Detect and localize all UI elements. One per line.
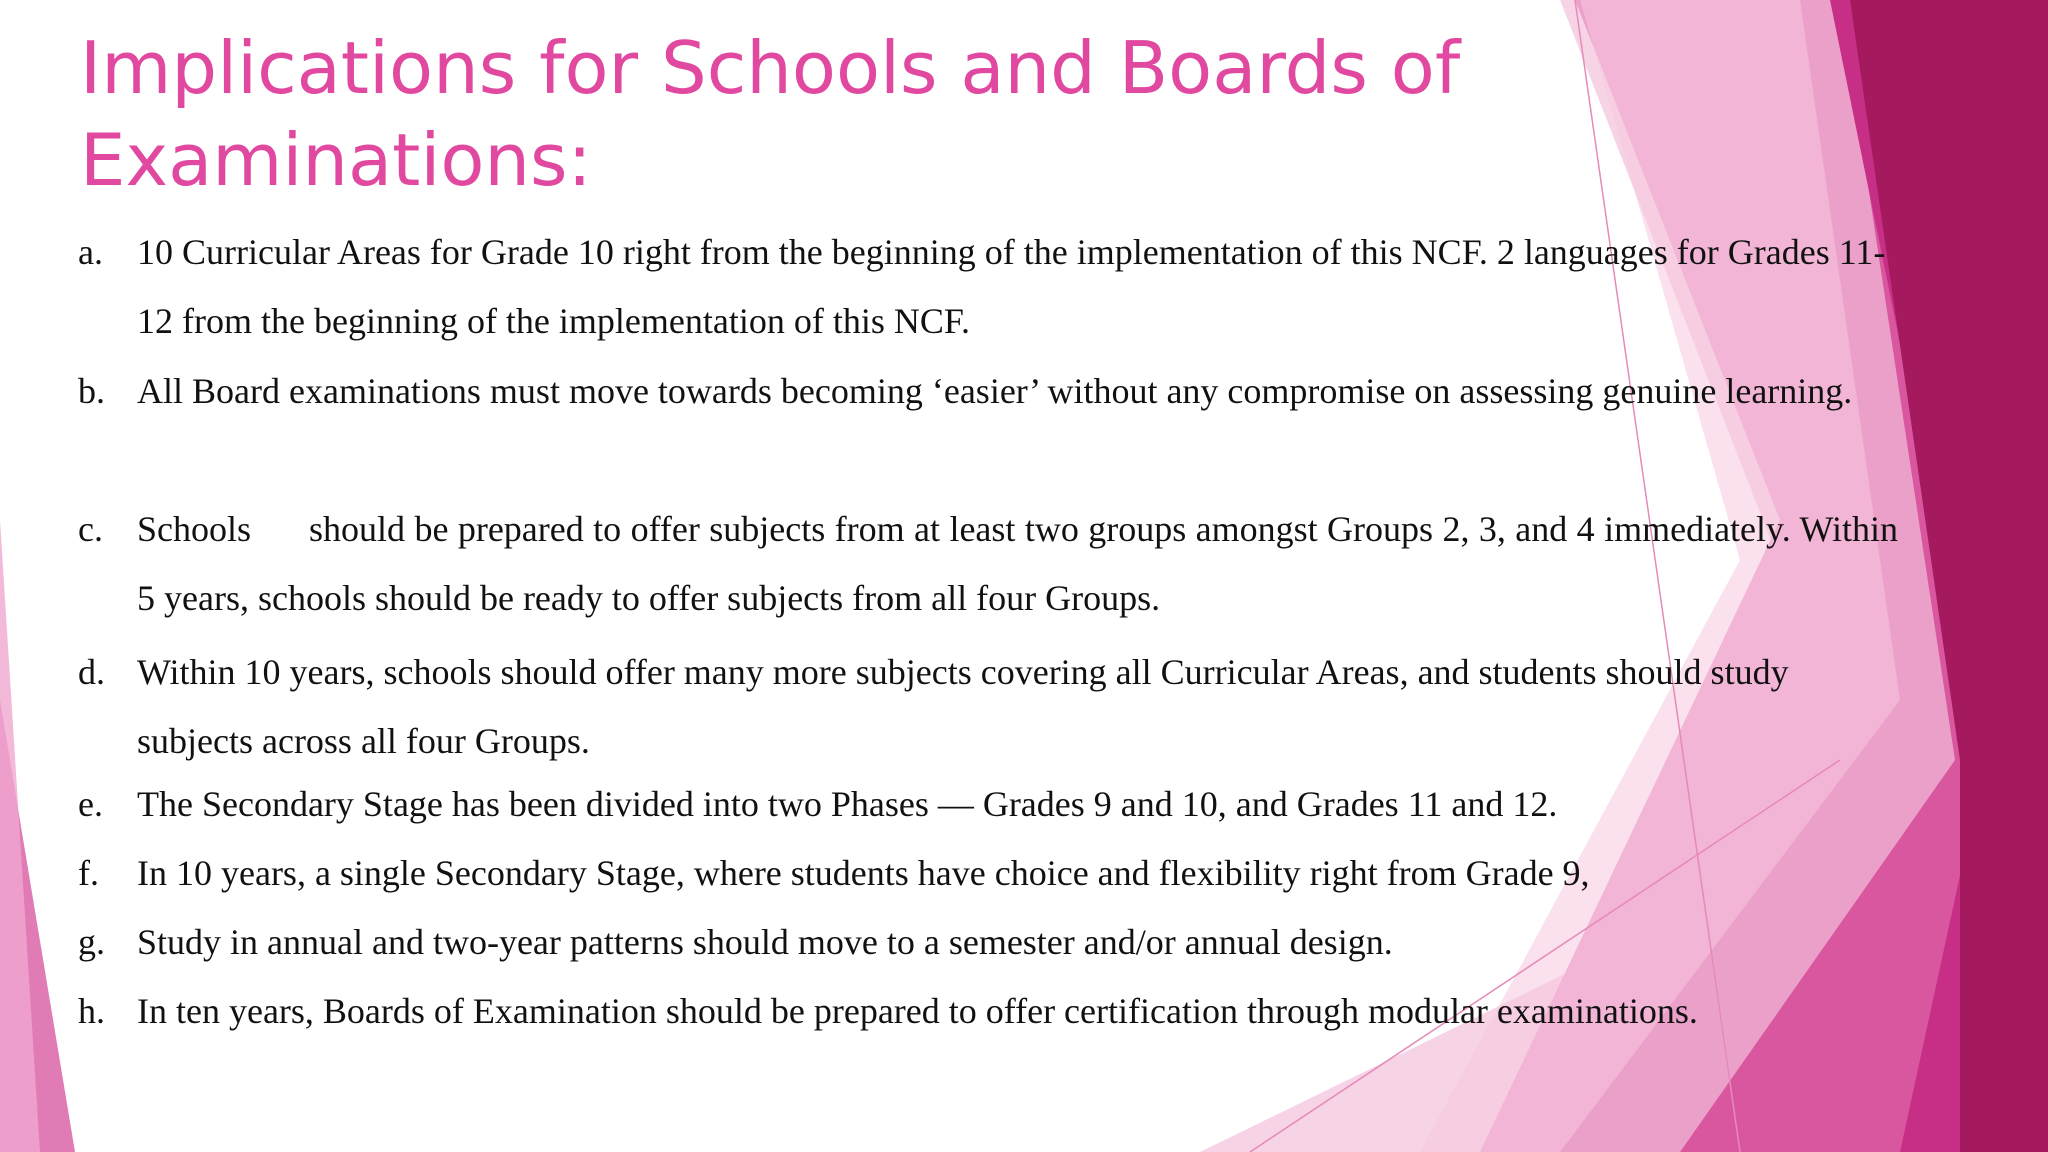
list-item [78,218,1898,356]
list-item [78,357,1898,426]
list-item [78,908,1978,977]
list-marker: h. [78,991,105,1031]
list-marker: f. [78,853,99,893]
list-marker: c. [78,509,103,549]
list-marker: b. [78,371,105,411]
list-marker: e. [78,784,103,824]
list-item-text: Study in annual and two-year patterns should move to a semester and/or annual design. [137,922,1393,962]
list-item-text: All Board examinations must move towards becoming ‘easier’ without any compromise on assessing genuine learning. [137,371,1853,411]
list-item-text: 10 Curricular Areas for Grade 10 right from the beginning of the implementation of this NCF. 2 languages for Grades 11-12 from the beginning of the implementation of this NCF. [137,232,1886,341]
list-item-text [137,495,1898,633]
list-item [78,638,1898,776]
list-marker: g. [78,922,105,962]
list-marker: d. [78,652,105,692]
list-item-text: In 10 years, a single Secondary Stage, where students have choice and flexibility right from Grade 9, [137,853,1590,893]
list-item [78,770,1978,839]
list-item [78,495,1898,633]
list-item-text: The Secondary Stage has been divided into two Phases — Grades 9 and 10, and Grades 11 and 12. [137,784,1558,824]
list-item-text: In ten years, Boards of Examination should be prepared to offer certification through modular examinations. [137,991,1698,1031]
list-item-text-rest: should be prepared to offer subjects from at least two groups amongst Groups 2, 3, and 4 immediately. Within 5 years, schools should be ready to offer subjects from all four Groups. [137,509,1898,618]
list-item-text: Within 10 years, schools should offer many more subjects covering all Curricular Areas, and students should study subjects across all four Groups. [137,652,1789,761]
list-item [78,977,1978,1046]
list-item-text-lead: Schools [137,509,252,549]
slide-title: Implications for Schools and Boards of Examinations: [80,26,1461,202]
list-marker: a. [78,232,103,272]
list-item [78,839,1978,908]
